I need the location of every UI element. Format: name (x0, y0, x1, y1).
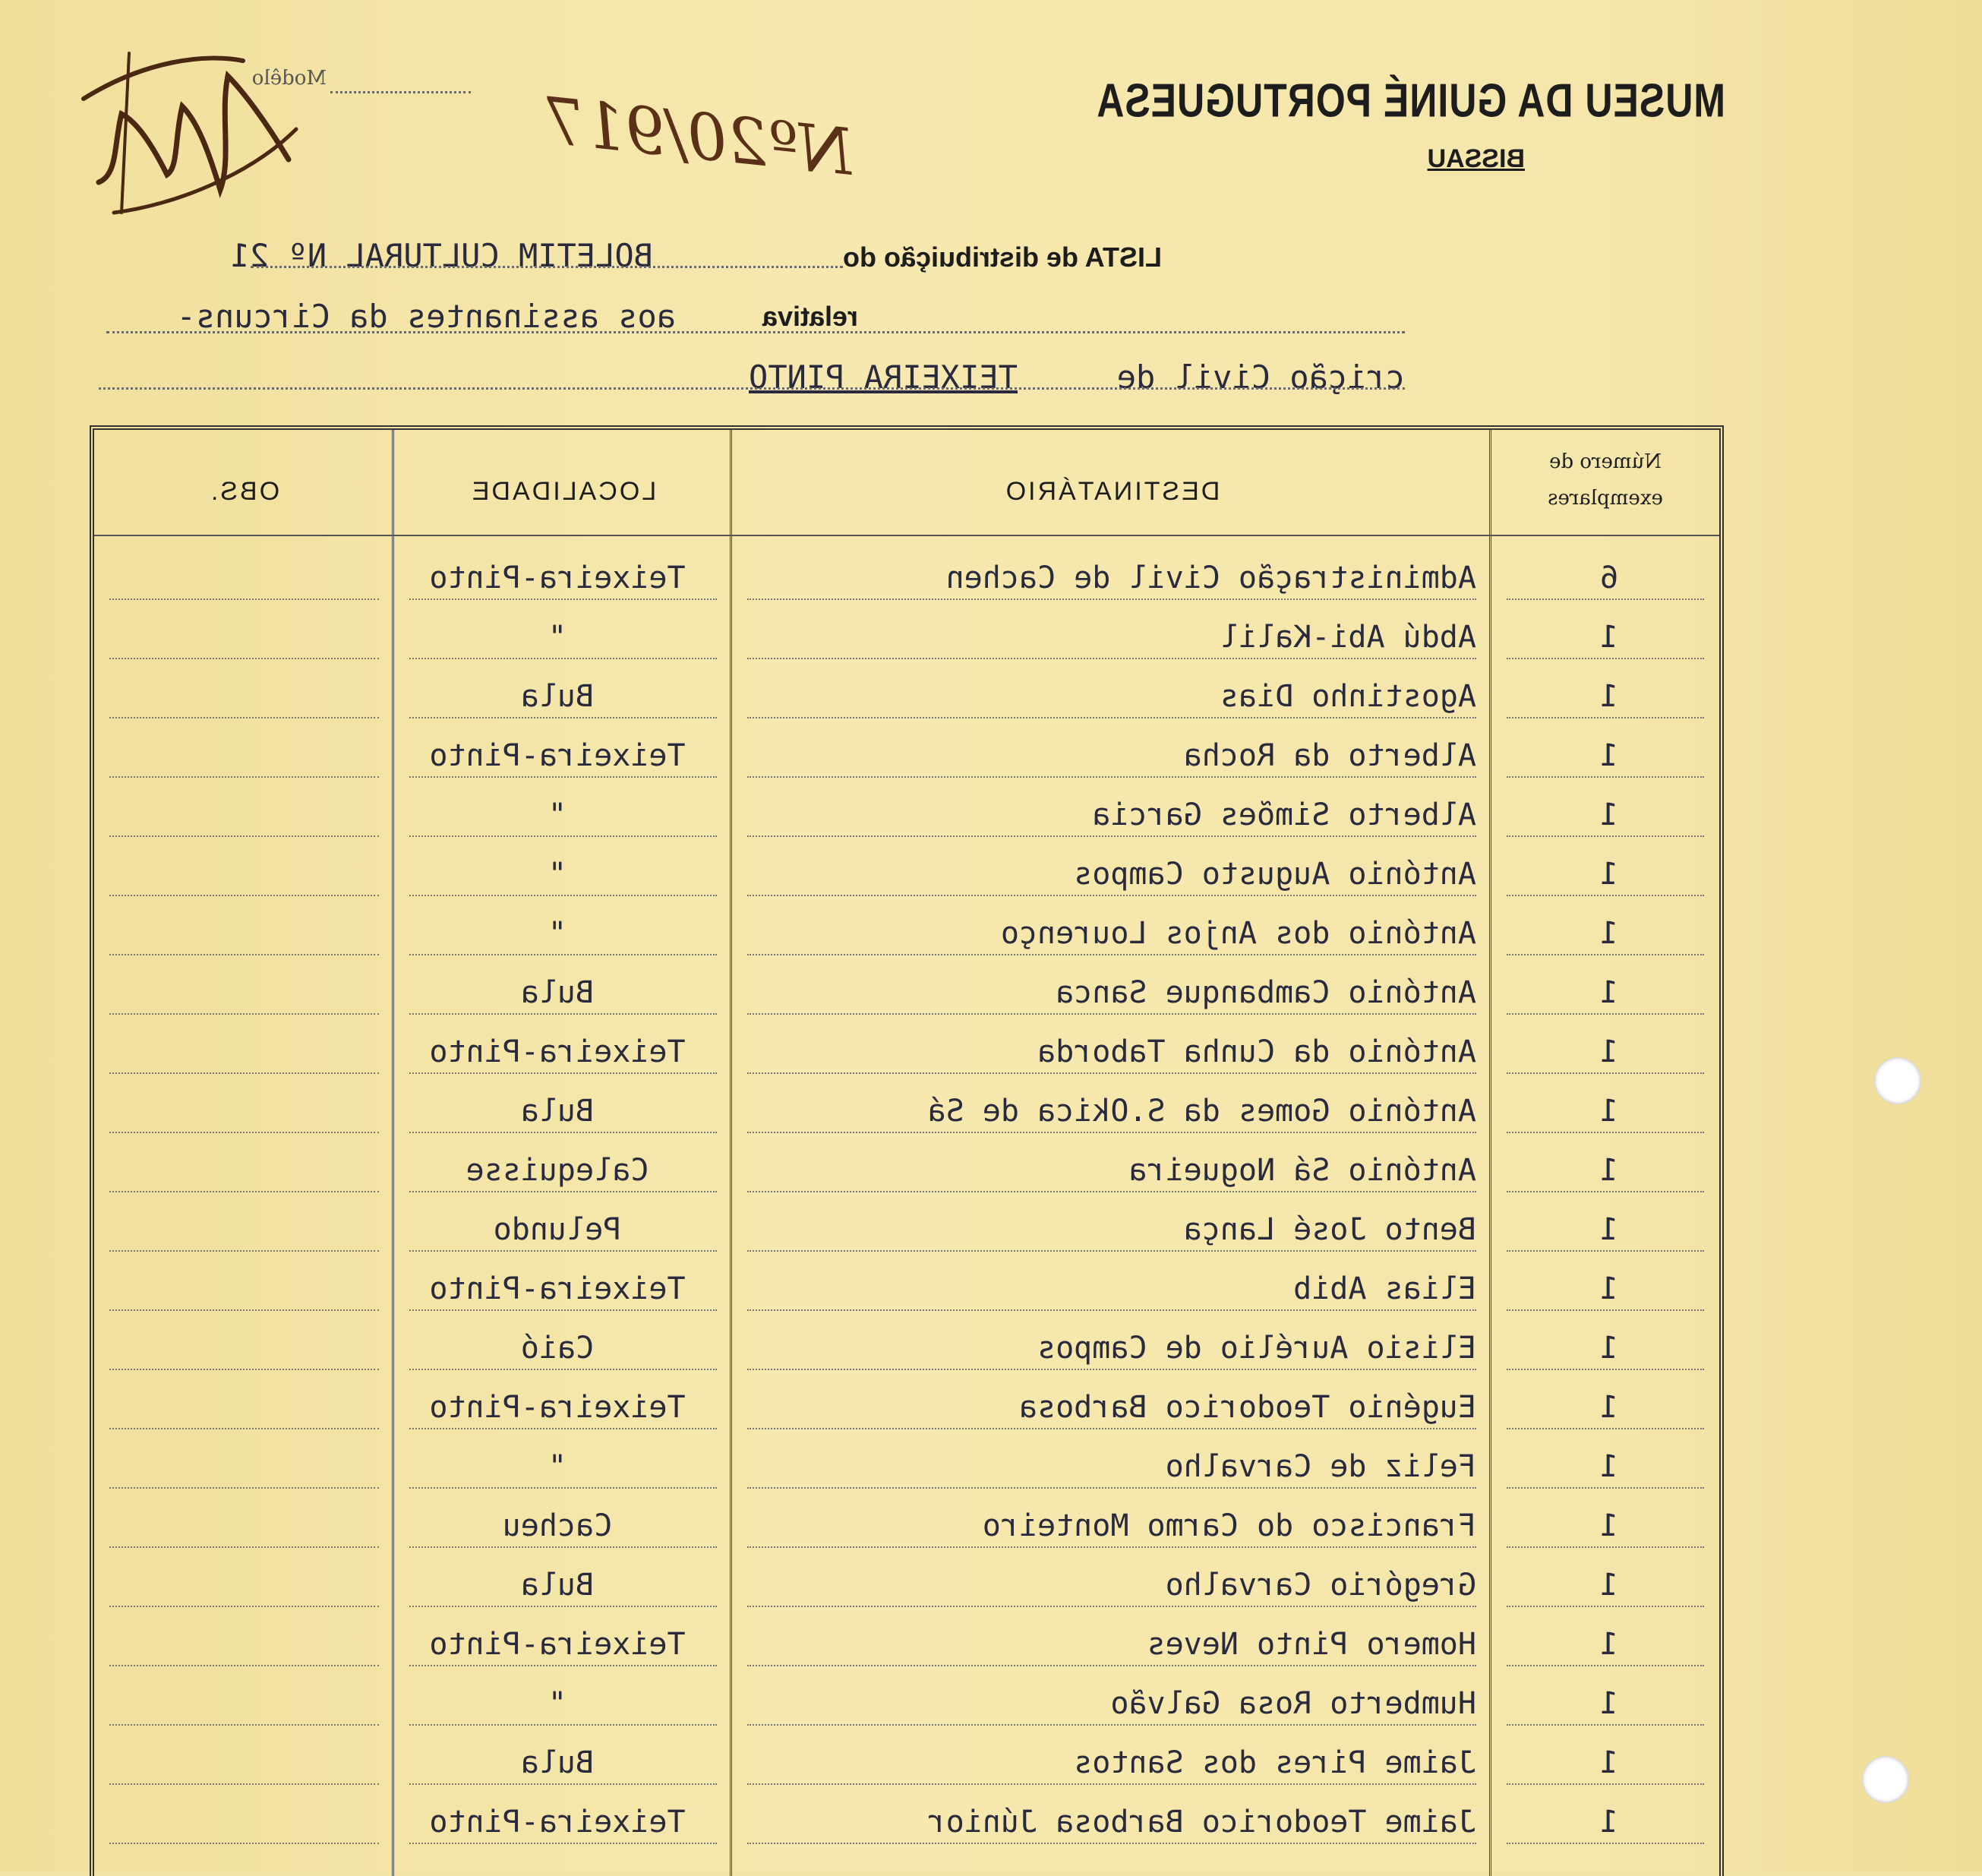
table-row (94, 1195, 1719, 1255)
row-dots (747, 1546, 1476, 1548)
row-locality: Teixeira-Pinto (429, 1271, 686, 1306)
row-quantity: 1 (1599, 1805, 1619, 1840)
table-row (94, 1373, 1719, 1432)
row-dots (109, 1843, 379, 1844)
row-recipient: Homero Pinto Neves (1147, 1627, 1476, 1662)
row-dots (109, 1783, 379, 1785)
circumscription-name: TEIXEIRA PINTO (748, 358, 1018, 396)
row-dots (1507, 1724, 1704, 1726)
row-dots (1507, 1309, 1704, 1311)
circumscription-dots (99, 387, 1405, 390)
row-quantity: 1 (1599, 1094, 1619, 1129)
table-row (94, 722, 1719, 781)
row-recipient: António dos Anjos Lourenço (1000, 916, 1476, 951)
row-recipient: Administração Civil de Cachen (945, 561, 1476, 595)
table-row (94, 840, 1719, 899)
row-dots (409, 1309, 717, 1311)
row-locality: Bula (520, 1094, 595, 1129)
row-recipient: Jaime Teodorico Barbosa Júnior (927, 1805, 1476, 1840)
row-dots (109, 1072, 379, 1074)
row-dots (409, 1191, 717, 1192)
row-dots (409, 776, 717, 778)
row-quantity: 1 (1599, 1390, 1619, 1425)
distribution-table (90, 425, 1724, 1876)
table-row (94, 1432, 1719, 1492)
institution-city: BISSAU (1427, 144, 1525, 173)
row-quantity: 1 (1599, 679, 1619, 714)
institution-name: MUSEU DA GUINÉ PORTUGUESA (1096, 74, 1725, 128)
row-dots (747, 835, 1476, 837)
row-dots (409, 598, 717, 600)
row-dots (747, 1487, 1476, 1489)
table-row (94, 1551, 1719, 1610)
punch-hole (1862, 1756, 1909, 1803)
row-dots (109, 658, 379, 659)
list-dots (251, 266, 843, 268)
row-locality: " (548, 857, 567, 892)
handwritten-reference-text: Nº20/917 (540, 83, 857, 190)
row-dots (747, 895, 1476, 896)
row-dots (1507, 1191, 1704, 1192)
table-row (94, 1314, 1719, 1373)
row-recipient: António da Cunha Taborda (1037, 1034, 1476, 1069)
row-dots (109, 835, 379, 837)
row-dots (109, 776, 379, 778)
row-quantity: 1 (1599, 1627, 1619, 1662)
row-recipient: Agostinho Dias (1220, 679, 1476, 714)
row-recipient: Elisio Aurélio de Campos (1037, 1331, 1476, 1366)
row-locality: Teixeira-Pinto (429, 1034, 686, 1069)
row-quantity: 1 (1599, 1745, 1619, 1780)
table-row (94, 1136, 1719, 1195)
row-dots (1507, 1546, 1704, 1548)
table-row (94, 1669, 1719, 1729)
row-dots (747, 1013, 1476, 1015)
row-dots (409, 1428, 717, 1429)
row-quantity: 1 (1599, 738, 1619, 773)
row-quantity: 1 (1599, 1034, 1619, 1069)
row-dots (747, 1724, 1476, 1726)
row-locality: Bula (520, 975, 595, 1010)
table-row (94, 1077, 1719, 1136)
row-dots (409, 1606, 717, 1607)
row-dots (747, 658, 1476, 659)
row-dots (747, 776, 1476, 778)
row-dots (1507, 954, 1704, 955)
header-number: Número de exemplares (1548, 450, 1663, 510)
row-recipient: Feliz de Carvalho (1165, 1449, 1476, 1484)
row-dots (747, 1783, 1476, 1785)
row-dots (1507, 1665, 1704, 1666)
table-row (94, 899, 1719, 959)
row-locality: " (548, 1686, 567, 1721)
row-quantity: 1 (1599, 1271, 1619, 1306)
row-dots (409, 1724, 717, 1726)
table-row (94, 959, 1719, 1018)
row-recipient: Abdú Abi-Kalil (1220, 620, 1476, 655)
row-recipient: António Gomes da S.Okica de Sá (927, 1094, 1476, 1129)
row-dots (1507, 1013, 1704, 1015)
row-dots (747, 1191, 1476, 1192)
row-dots (109, 1369, 379, 1370)
row-quantity: 1 (1599, 916, 1619, 951)
row-dots (109, 1546, 379, 1548)
row-dots (747, 1072, 1476, 1074)
row-quantity: 1 (1599, 1212, 1619, 1247)
table-row (94, 603, 1719, 662)
row-quantity: 6 (1599, 561, 1619, 595)
row-dots (109, 1132, 379, 1133)
relative-value: aos assinantes da Circuns- (176, 298, 676, 335)
model-dots (330, 91, 471, 93)
row-dots (747, 1606, 1476, 1607)
row-dots (1507, 1072, 1704, 1074)
row-dots (1507, 1606, 1704, 1607)
row-dots (409, 1843, 717, 1844)
row-dots (409, 835, 717, 837)
row-dots (1507, 658, 1704, 659)
row-dots (1507, 1843, 1704, 1844)
row-dots (747, 1665, 1476, 1666)
handwritten-reference (540, 83, 858, 205)
row-dots (409, 717, 717, 719)
row-recipient: Gregório Carvalho (1165, 1568, 1476, 1603)
row-dots (409, 1072, 717, 1074)
row-locality: Bula (520, 1745, 595, 1780)
row-recipient: Alberto Simões Garcia (1092, 797, 1476, 832)
table-row (94, 1018, 1719, 1077)
row-dots (747, 1843, 1476, 1844)
table-row (94, 1729, 1719, 1788)
row-dots (747, 1369, 1476, 1370)
row-quantity: 1 (1599, 975, 1619, 1010)
row-locality: Calequisse (466, 1153, 649, 1188)
row-recipient: Jaime Pires dos Santos (1074, 1745, 1476, 1780)
table-row (94, 1610, 1719, 1669)
row-locality: Bula (520, 679, 595, 714)
signature (61, 30, 311, 228)
row-dots (1507, 717, 1704, 719)
row-dots (1507, 835, 1704, 837)
row-locality: Pelundo (493, 1212, 622, 1247)
row-quantity: 1 (1599, 1153, 1619, 1188)
row-dots (1507, 598, 1704, 600)
table-row (94, 544, 1719, 603)
row-recipient: Alberto da Rocha (1183, 738, 1476, 773)
row-dots (747, 717, 1476, 719)
row-dots (109, 954, 379, 955)
row-dots (409, 1013, 717, 1015)
row-dots (1507, 1132, 1704, 1133)
row-locality: " (548, 620, 567, 655)
row-recipient: Francisco do Carmo Monteiro (982, 1508, 1476, 1543)
row-dots (409, 1783, 717, 1785)
row-dots (1507, 1428, 1704, 1429)
row-recipient: António Augusto Campos (1074, 857, 1476, 892)
row-dots (1507, 1369, 1704, 1370)
row-dots (109, 1309, 379, 1311)
row-dots (109, 1665, 379, 1666)
row-locality: " (548, 1449, 567, 1484)
row-dots (409, 954, 717, 955)
row-locality: Cacheu (502, 1508, 613, 1543)
row-dots (747, 598, 1476, 600)
header-rule (94, 535, 1719, 536)
row-dots (109, 717, 379, 719)
row-dots (1507, 1250, 1704, 1252)
row-quantity: 1 (1599, 1331, 1619, 1366)
row-locality: " (548, 916, 567, 951)
row-dots (109, 598, 379, 600)
row-dots (747, 1132, 1476, 1133)
list-label: LISTA de distribuição do (842, 242, 1162, 273)
row-dots (409, 1546, 717, 1548)
header-locality: LOCALIDADE (469, 477, 657, 506)
row-recipient: António Cambanque Sanca (1056, 975, 1476, 1010)
table-row (94, 1492, 1719, 1551)
row-quantity: 1 (1599, 1686, 1619, 1721)
circumscription-prefix: crição Civil de (1116, 358, 1405, 396)
row-quantity: 1 (1599, 857, 1619, 892)
row-recipient: Eugénio Teodorico Barbosa (1018, 1390, 1476, 1425)
row-dots (109, 1191, 379, 1192)
row-locality: Bula (520, 1568, 595, 1603)
table-row (94, 1255, 1719, 1314)
table-row (94, 781, 1719, 840)
row-dots (747, 954, 1476, 955)
row-dots (409, 1665, 717, 1666)
row-quantity: 1 (1599, 1508, 1619, 1543)
row-recipient: António Sá Nogueira (1128, 1153, 1476, 1188)
row-dots (1507, 895, 1704, 896)
row-locality: Teixeira-Pinto (429, 1627, 686, 1662)
row-dots (109, 1487, 379, 1489)
row-locality: " (548, 797, 567, 832)
row-dots (1507, 776, 1704, 778)
row-dots (409, 895, 717, 896)
row-locality: Caió (520, 1331, 595, 1366)
row-quantity: 1 (1599, 797, 1619, 832)
row-dots (409, 1369, 717, 1370)
model-label: Modêlo (251, 67, 327, 90)
row-quantity: 1 (1599, 620, 1619, 655)
row-dots (109, 1724, 379, 1726)
row-quantity: 1 (1599, 1568, 1619, 1603)
header-recipient: DESTINATÁRIO (1003, 477, 1220, 506)
row-quantity: 1 (1599, 1449, 1619, 1484)
row-recipient: Elias Abib (1293, 1271, 1476, 1306)
row-locality: Teixeira-Pinto (429, 561, 686, 595)
row-dots (747, 1250, 1476, 1252)
row-dots (409, 658, 717, 659)
row-dots (109, 1013, 379, 1015)
row-dots (109, 1428, 379, 1429)
relative-label: relativa (762, 301, 858, 332)
row-dots (747, 1309, 1476, 1311)
row-dots (409, 1132, 717, 1133)
row-dots (409, 1250, 717, 1252)
row-dots (1507, 1783, 1704, 1785)
row-dots (109, 1606, 379, 1607)
row-recipient: Bento José Lança (1183, 1212, 1476, 1247)
table-row (94, 662, 1719, 722)
row-dots (1507, 1487, 1704, 1489)
row-locality: Teixeira-Pinto (429, 1390, 686, 1425)
row-dots (109, 1250, 379, 1252)
row-recipient: Humberto Rosa Galvão (1110, 1686, 1476, 1721)
header-obs: OBS. (208, 477, 280, 506)
row-dots (747, 1428, 1476, 1429)
list-bulletin: BOLETIM CULTURAL Nº 21 (230, 237, 653, 274)
row-locality: Teixeira-Pinto (429, 1805, 686, 1840)
table-row (94, 1788, 1719, 1847)
punch-hole (1874, 1057, 1921, 1104)
row-dots (409, 1487, 717, 1489)
relative-dots (106, 331, 1405, 333)
row-dots (109, 895, 379, 896)
row-locality: Teixeira-Pinto (429, 738, 686, 773)
